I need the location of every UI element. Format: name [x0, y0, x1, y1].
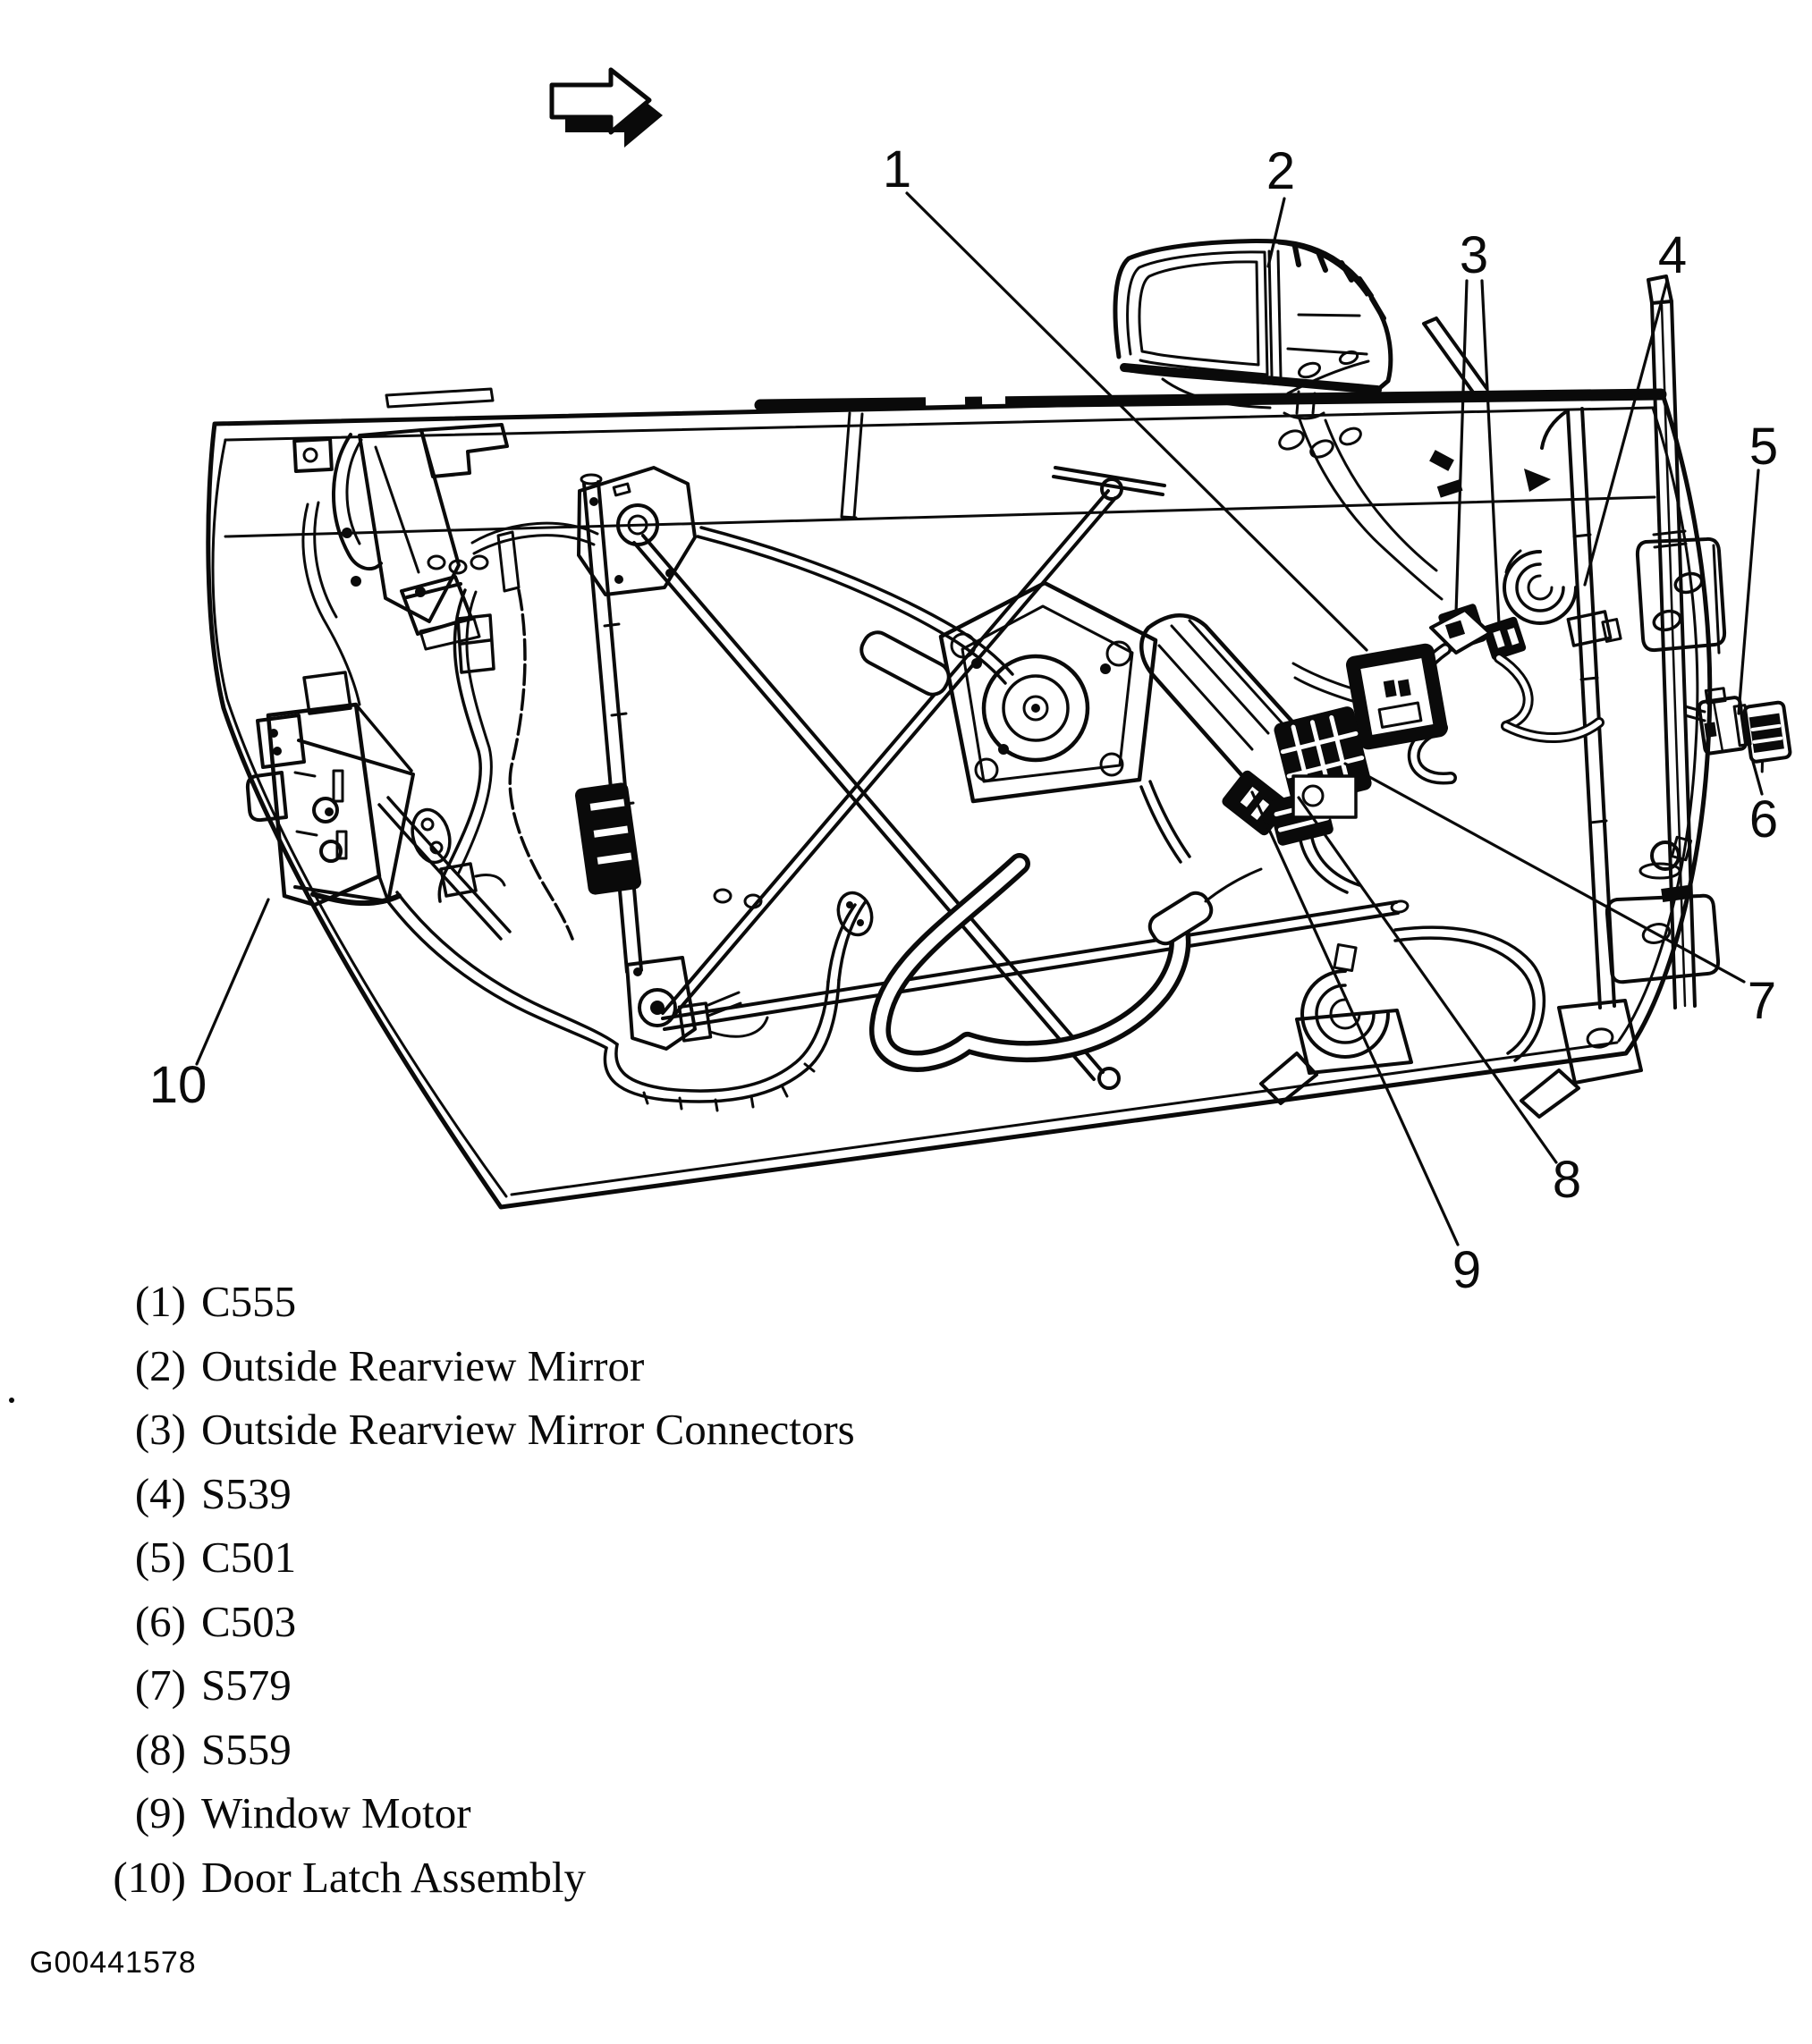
- callout-10: 10: [148, 1056, 207, 1114]
- callout-8: 8: [1552, 1151, 1582, 1209]
- legend-row: [100, 1340, 855, 1405]
- legend-item-number: (1): [134, 1277, 186, 1326]
- legend: [100, 1276, 855, 1915]
- scan-artifact-dot: [9, 1398, 14, 1403]
- callout-5: 5: [1748, 418, 1779, 476]
- legend-row: [100, 1276, 855, 1340]
- legend-item-number: (10): [113, 1852, 186, 1902]
- legend-item-label: S579: [201, 1660, 292, 1710]
- callout-9: 9: [1452, 1241, 1482, 1299]
- legend-row: [100, 1660, 855, 1724]
- figure-code: G00441578: [30, 1946, 197, 1980]
- legend-item-label: S559: [201, 1724, 292, 1774]
- legend-row: [100, 1468, 855, 1533]
- legend-item-number: (2): [134, 1340, 186, 1390]
- legend-item-number: (3): [134, 1405, 186, 1454]
- connector-c555: [1344, 642, 1449, 751]
- legend-item-label: C501: [201, 1533, 297, 1582]
- leader-3b: [1482, 281, 1499, 624]
- leader-9: [1252, 792, 1458, 1245]
- legend-row: [100, 1596, 855, 1660]
- legend-item-number: (6): [134, 1596, 186, 1646]
- outside-rearview-mirror: [1115, 241, 1391, 460]
- splice-s539-grommet: [1504, 551, 1621, 646]
- lock-actuator: [574, 781, 642, 895]
- legend-item-label: Outside Rearview Mirror Connectors: [201, 1405, 855, 1454]
- leader-2: [1268, 198, 1284, 266]
- legend-item-label: Outside Rearview Mirror: [201, 1340, 645, 1390]
- legend-item-number: (8): [134, 1724, 186, 1774]
- legend-item-label: Window Motor: [201, 1788, 471, 1837]
- wire-conduit-hose: [880, 864, 1261, 1061]
- leader-5: [1739, 470, 1758, 714]
- legend-row: [100, 1404, 855, 1468]
- legend-row: [100, 1787, 855, 1852]
- leader-10: [197, 900, 268, 1064]
- hinge-assembly: [294, 425, 597, 649]
- legend-item-label: Door Latch Assembly: [201, 1852, 587, 1902]
- callout-3: 3: [1459, 226, 1489, 284]
- callout-4: 4: [1657, 226, 1688, 284]
- door-panel-outline: [208, 318, 1710, 1207]
- legend-item-number: (4): [134, 1468, 186, 1518]
- window-guide-channels: [1521, 276, 1724, 1117]
- door-latch-assembly: [248, 672, 510, 939]
- legend-item-number: (5): [134, 1533, 186, 1582]
- legend-item-label: C503: [201, 1596, 297, 1646]
- legend-item-number: (7): [134, 1660, 186, 1710]
- window-motor: [941, 583, 1317, 862]
- connector-cluster: [1250, 450, 1599, 892]
- callout-2: 2: [1266, 142, 1296, 200]
- lower-sector-wheel: [1261, 944, 1411, 1103]
- direction-arrow-icon: [552, 70, 663, 148]
- callout-7: 7: [1747, 972, 1777, 1030]
- legend-item-label: C555: [201, 1277, 297, 1326]
- legend-item-label: S539: [201, 1468, 292, 1518]
- callout-6: 6: [1748, 790, 1779, 849]
- legend-row: [100, 1724, 855, 1788]
- leader-3a: [1456, 281, 1467, 613]
- legend-row: [100, 1852, 855, 1916]
- leader-6: [1753, 762, 1762, 794]
- callout-1: 1: [882, 140, 912, 198]
- legend-item-number: (9): [134, 1788, 186, 1837]
- legend-row: [100, 1532, 855, 1596]
